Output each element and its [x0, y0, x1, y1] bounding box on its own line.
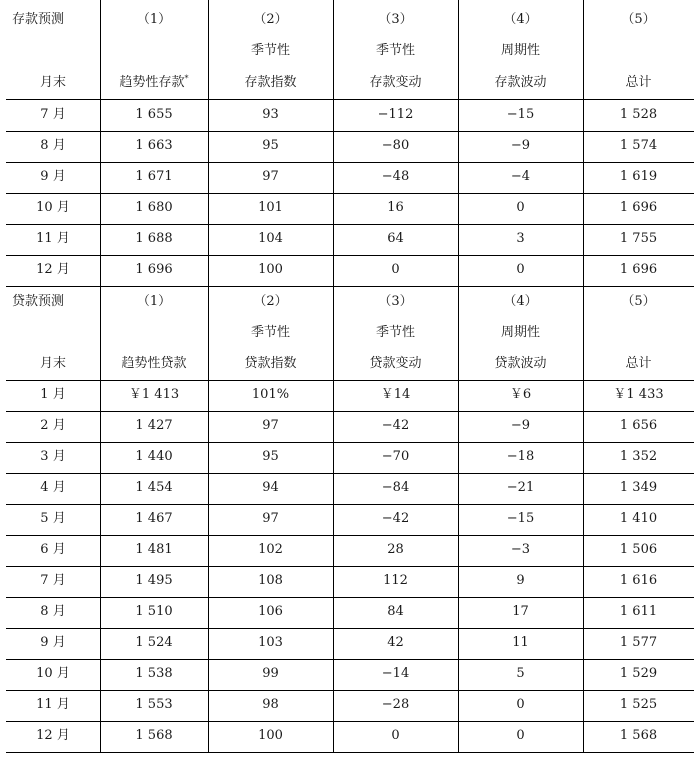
index-cell: 94 [262, 480, 279, 495]
seasonal-change-cell: −42 [381, 418, 410, 433]
index-cell: 93 [262, 107, 279, 122]
rule-loan-header [6, 380, 694, 381]
index-cell: 101 [258, 200, 283, 215]
deposit-col-header: 总计 [625, 75, 652, 90]
index-cell: 108 [258, 573, 283, 588]
rule-dep-r2 [6, 162, 694, 163]
month-cell: 12 月 [36, 728, 70, 743]
total-cell: 1 528 [619, 107, 658, 122]
deposit-col-header: 存款波动 [494, 75, 547, 90]
loan-col-number: （4） [503, 294, 538, 309]
deposit-col-number: （5） [621, 12, 656, 27]
seasonal-change-cell: −112 [377, 107, 414, 122]
index-cell: 101% [251, 387, 290, 402]
loan-col-header: 贷款变动 [369, 356, 422, 371]
trend-cell: 1 454 [135, 480, 173, 495]
total-cell: 1 611 [619, 604, 658, 619]
rule-loan-r1 [6, 411, 694, 412]
deposit-month-header: 月末 [39, 75, 66, 90]
seasonal-change-cell: −14 [381, 666, 410, 681]
total-cell: 1 619 [619, 169, 658, 184]
deposit-col-header: 季节性 [250, 43, 290, 58]
trend-cell: 1 440 [135, 449, 173, 464]
month-cell: 10 月 [36, 666, 70, 681]
month-cell: 11 月 [36, 231, 70, 246]
cyclical-cell: 9 [516, 573, 525, 588]
loan-col-number: （3） [378, 294, 413, 309]
deposit-col-number: （1） [136, 12, 172, 27]
trend-cell: 1 538 [135, 666, 173, 681]
cyclical-cell: 0 [516, 728, 525, 743]
cyclical-cell: −18 [506, 449, 535, 464]
seasonal-change-cell: 28 [387, 542, 404, 557]
seasonal-change-cell: 0 [391, 262, 400, 277]
rule-dep-r5 [6, 255, 694, 256]
rule-loan-r7 [6, 597, 694, 598]
trend-cell: 1 696 [135, 262, 173, 277]
index-cell: 98 [262, 697, 279, 712]
month-cell: 9 月 [40, 635, 66, 650]
loan-col-header: 贷款指数 [244, 356, 297, 371]
total-cell: 1 506 [619, 542, 658, 557]
total-cell: 1 616 [619, 573, 658, 588]
seasonal-change-cell: 84 [387, 604, 404, 619]
month-cell: 11 月 [36, 697, 70, 712]
trend-cell: 1 688 [135, 231, 173, 246]
cyclical-cell: 0 [516, 262, 525, 277]
cyclical-cell: −9 [510, 138, 531, 153]
cyclical-cell: 17 [512, 604, 529, 619]
month-cell: 1 月 [40, 387, 66, 402]
trend-cell: 1 510 [135, 604, 173, 619]
seasonal-change-cell: −84 [381, 480, 410, 495]
month-cell: 6 月 [40, 542, 66, 557]
trend-cell: 1 427 [135, 418, 173, 433]
seasonal-change-cell: −42 [381, 511, 410, 526]
trend-cell: 1 467 [135, 511, 173, 526]
deposit-col-number: （4） [503, 12, 538, 27]
loan-section-label: 贷款预测 [12, 294, 65, 309]
deposit-col-header: 季节性 [375, 43, 415, 58]
footnote-marker: * [184, 74, 189, 83]
rule-dep-header [6, 99, 694, 100]
month-cell: 8 月 [40, 604, 66, 619]
total-cell: 1 574 [619, 138, 658, 153]
rule-loan-r5 [6, 535, 694, 536]
deposit-col-number: （2） [253, 12, 288, 27]
cyclical-cell: −21 [506, 480, 535, 495]
month-cell: 9 月 [40, 169, 66, 184]
deposit-col-number: （3） [378, 12, 413, 27]
seasonal-change-cell: −70 [381, 449, 410, 464]
trend-cell: 1 568 [135, 728, 173, 743]
index-cell: 102 [258, 542, 283, 557]
cyclical-cell: 0 [516, 697, 525, 712]
index-cell: 103 [258, 635, 283, 650]
loan-col-header: 贷款波动 [494, 356, 547, 371]
index-cell: 97 [262, 511, 279, 526]
rule-loan-r11 [6, 721, 694, 722]
rule-dep-r4 [6, 224, 694, 225]
total-cell: 1 525 [619, 697, 658, 712]
seasonal-change-cell: −80 [381, 138, 410, 153]
cyclical-cell: −4 [510, 169, 531, 184]
deposit-col-header: 趋势性存款* [119, 74, 189, 90]
month-cell: 2 月 [40, 418, 66, 433]
seasonal-change-cell: 42 [387, 635, 404, 650]
rule-loan-r3 [6, 473, 694, 474]
seasonal-change-cell: 16 [387, 200, 404, 215]
index-cell: 100 [258, 728, 283, 743]
total-cell: 1 410 [619, 511, 658, 526]
index-cell: 97 [262, 169, 279, 184]
total-cell: 1 696 [619, 262, 658, 277]
total-cell: 1 352 [619, 449, 658, 464]
deposit-col-header: 周期性 [500, 43, 540, 58]
index-cell: 95 [262, 138, 279, 153]
trend-cell: ￥1 413 [128, 387, 180, 402]
cyclical-cell: 5 [516, 666, 525, 681]
index-cell: 99 [262, 666, 279, 681]
rule-loan-r2 [6, 442, 694, 443]
trend-cell: 1 524 [135, 635, 173, 650]
seasonal-change-cell: −48 [381, 169, 410, 184]
rule-loan-r8 [6, 628, 694, 629]
total-cell: 1 568 [619, 728, 658, 743]
index-cell: 106 [258, 604, 283, 619]
total-cell: 1 696 [619, 200, 658, 215]
trend-cell: 1 680 [135, 200, 173, 215]
cyclical-cell: 11 [512, 635, 529, 650]
cyclical-cell: −9 [510, 418, 531, 433]
deposit-section-label: 存款预测 [12, 12, 65, 27]
trend-cell: 1 671 [135, 169, 173, 184]
deposit-col-header: 存款指数 [244, 75, 297, 90]
loan-col-number: （1） [136, 294, 172, 309]
rule-section [6, 286, 694, 287]
index-cell: 104 [258, 231, 283, 246]
index-cell: 97 [262, 418, 279, 433]
loan-col-header: 总计 [625, 356, 652, 371]
loan-col-number: （5） [621, 294, 656, 309]
deposit-col-header: 存款变动 [369, 75, 422, 90]
rule-loan-r6 [6, 566, 694, 567]
trend-cell: 1 553 [135, 697, 173, 712]
cyclical-cell: −15 [506, 107, 535, 122]
seasonal-change-cell: −28 [381, 697, 410, 712]
loan-col-header: 周期性 [500, 325, 540, 340]
rule-dep-r3 [6, 193, 694, 194]
index-cell: 100 [258, 262, 283, 277]
rule-loan-r9 [6, 659, 694, 660]
loan-month-header: 月末 [39, 356, 66, 371]
month-cell: 10 月 [36, 200, 70, 215]
month-cell: 4 月 [40, 480, 66, 495]
index-cell: 95 [262, 449, 279, 464]
month-cell: 7 月 [40, 107, 66, 122]
month-cell: 8 月 [40, 138, 66, 153]
loan-col-header: 趋势性贷款 [121, 356, 187, 371]
cyclical-cell: −15 [506, 511, 535, 526]
loan-col-header: 季节性 [375, 325, 415, 340]
seasonal-change-cell: 112 [383, 573, 408, 588]
loan-col-header: 季节性 [250, 325, 290, 340]
seasonal-change-cell: 0 [391, 728, 400, 743]
trend-cell: 1 495 [135, 573, 173, 588]
month-cell: 12 月 [36, 262, 70, 277]
loan-col-number: （2） [253, 294, 288, 309]
total-cell: 1 577 [619, 635, 658, 650]
month-cell: 3 月 [40, 449, 66, 464]
seasonal-change-cell: ￥14 [380, 387, 411, 402]
cyclical-cell: 3 [516, 231, 525, 246]
total-cell: 1 529 [619, 666, 658, 681]
trend-cell: 1 481 [135, 542, 173, 557]
cyclical-cell: −3 [510, 542, 531, 557]
total-cell: ￥1 433 [613, 387, 664, 402]
month-cell: 7 月 [40, 573, 66, 588]
seasonal-change-cell: 64 [387, 231, 404, 246]
month-cell: 5 月 [40, 511, 66, 526]
total-cell: 1 755 [619, 231, 658, 246]
trend-cell: 1 655 [135, 107, 173, 122]
cyclical-cell: ￥6 [509, 387, 532, 402]
rule-dep-r1 [6, 131, 694, 132]
rule-bottom [6, 752, 694, 753]
total-cell: 1 349 [619, 480, 658, 495]
trend-cell: 1 663 [135, 138, 173, 153]
total-cell: 1 656 [619, 418, 658, 433]
cyclical-cell: 0 [516, 200, 525, 215]
rule-loan-r10 [6, 690, 694, 691]
rule-loan-r4 [6, 504, 694, 505]
